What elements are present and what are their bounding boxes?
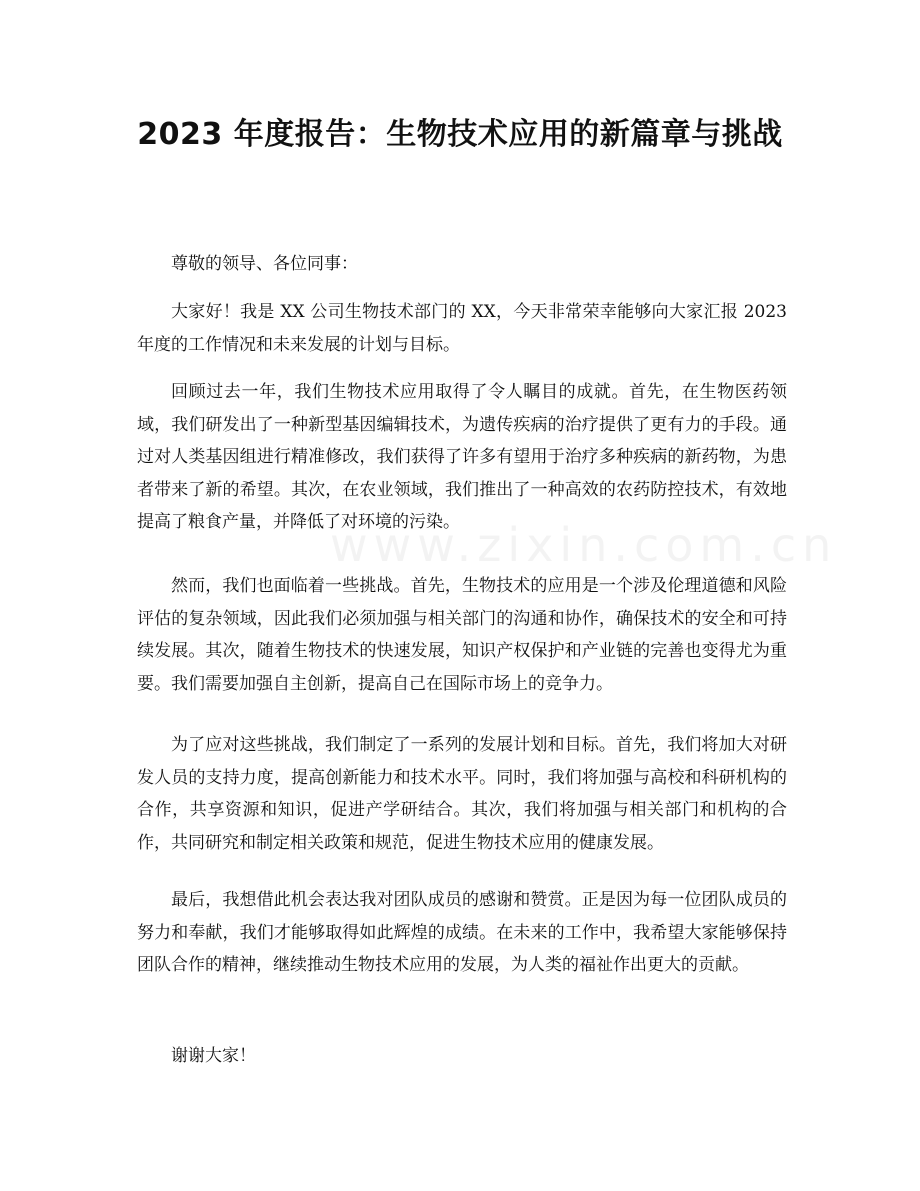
paragraph-thanks-team: 最后，我想借此机会表达我对团队成员的感谢和赞赏。正是因为每一位团队成员的努力和奉献，我们才能够取得如此辉煌的成绩。在未来的工作中，我希望大家能够保持团队合作的精神，继续推动生物技术应用的发展，为人类的福祉作出更大的贡献。 (137, 890, 787, 975)
salutation: 尊敬的领导、各位同事： (171, 254, 358, 274)
watermark: www.zixin.com.cn (330, 518, 838, 572)
paragraph-plans: 为了应对这些挑战，我们制定了一系列的发展计划和目标。首先，我们将加大对研发人员的支持力度，提高创新能力和技术水平。同时，我们将加强与高校和科研机构的合作，共享资源和知识，促进产学研结合。其次，我们将加强与相关部门和机构的合作，共同研究和制定相关政策和规范，促进生物技术应用的健康发展。 (137, 735, 787, 853)
document-title: 2023 年度报告：生物技术应用的新篇章与挑战 (137, 117, 783, 152)
closing: 谢谢大家！ (171, 1046, 256, 1066)
paragraph-challenges: 然而，我们也面临着一些挑战。首先，生物技术的应用是一个涉及伦理道德和风险评估的复杂领域，因此我们必须加强与相关部门的沟通和协作，确保技术的安全和可持续发展。其次，随着生物技术的快速发展，知识产权保护和产业链的完善也变得尤为重要。我们需要加强自主创新，提高自己在国际市场上的竞争力。 (137, 576, 787, 694)
paragraph-intro: 大家好！我是 XX 公司生物技术部门的 XX，今天非常荣幸能够向大家汇报 2023 年度的工作情况和未来发展的计划与目标。 (137, 302, 787, 355)
paragraph-review: 回顾过去一年，我们生物技术应用取得了令人瞩目的成就。首先，在生物医药领域，我们研发出了一种新型基因编辑技术，为遗传疾病的治疗提供了更有力的手段。通过对人类基因组进行精准修改，我们获得了许多有望用于治疗多种疾病的新药物，为患者带来了新的希望。其次，在农业领域，我们推出了一种高效的农药防控技术，有效地提高了粮食产量，并降低了对环境的污染。 (137, 382, 787, 532)
